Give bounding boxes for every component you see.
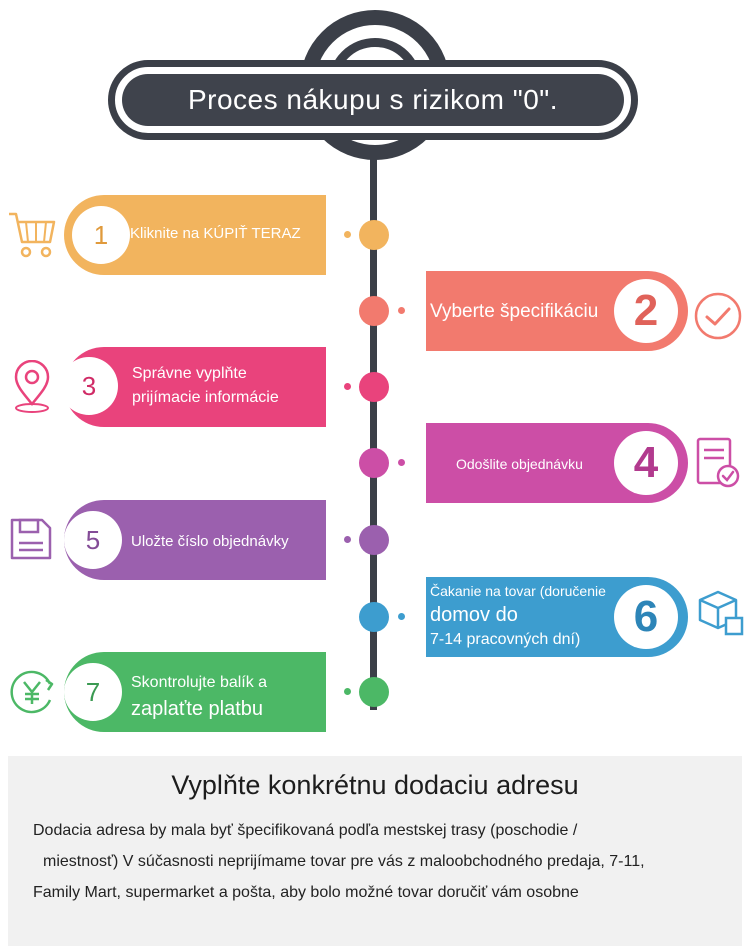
step-7-connector xyxy=(344,688,351,695)
step-4-dot xyxy=(359,448,389,478)
package-box-icon xyxy=(694,588,746,640)
title-pill xyxy=(108,60,638,140)
step-1-dot xyxy=(359,220,389,250)
floppy-disk-icon xyxy=(8,516,54,562)
step-4-number: 4 xyxy=(614,431,678,495)
delivery-info-title: Vyplňte konkrétnu dodaciu adresu xyxy=(171,770,579,800)
step-3-dot xyxy=(359,372,389,402)
delivery-info-panel xyxy=(8,756,742,946)
step-6-connector xyxy=(398,613,405,620)
step-5-text: Uložte číslo objednávky xyxy=(131,533,289,550)
step-5-number: 5 xyxy=(64,511,122,569)
delivery-info-line-1: Dodacia adresa by mala byť špecifikovaná podľa mestskej trasy (poschodie / xyxy=(33,822,578,839)
page-title: Proces nákupu s rizikom "0". xyxy=(122,74,624,126)
step-6-number: 6 xyxy=(614,585,678,649)
step-6-dot xyxy=(359,602,389,632)
step-4-connector xyxy=(398,459,405,466)
step-1-text: Kliknite na KÚPIŤ TERAZ xyxy=(130,225,301,242)
step-2-connector xyxy=(398,307,405,314)
step-3-number: 3 xyxy=(60,357,118,415)
step-6-text: Čakanie na tovar (doručenie domov do 7-14 pracovných dní) xyxy=(430,583,606,649)
shopping-cart-icon xyxy=(6,208,56,260)
step-1-connector xyxy=(344,231,351,238)
step-7-number: 7 xyxy=(64,663,122,721)
step-2-number: 2 xyxy=(614,279,678,343)
step-7-dot xyxy=(359,677,389,707)
step-2-dot xyxy=(359,296,389,326)
step-4-text: Odošlite objednávku xyxy=(456,456,583,472)
step-3-connector xyxy=(344,383,351,390)
delivery-info-line-2: miestnosť) V súčasnosti neprijímame tovar pre vás z maloobchodného predaja, 7-11, xyxy=(43,853,645,870)
location-pin-icon xyxy=(10,360,54,416)
order-document-icon xyxy=(694,436,742,492)
step-3-text: Správne vyplňte prijímacie informácie xyxy=(132,365,279,406)
step-5-dot xyxy=(359,525,389,555)
step-7-text: Skontrolujte balík a zaplaťte platbu xyxy=(131,674,268,720)
step-1-number: 1 xyxy=(72,206,130,264)
step-2-text: Vyberte špecifikáciu xyxy=(430,301,599,322)
yen-payment-icon xyxy=(6,666,58,718)
delivery-info-line-3: Family Mart, supermarket a pošta, aby bolo možné tovar doručiť vám osobne xyxy=(33,884,579,901)
check-circle-icon xyxy=(692,290,744,342)
step-5-connector xyxy=(344,536,351,543)
